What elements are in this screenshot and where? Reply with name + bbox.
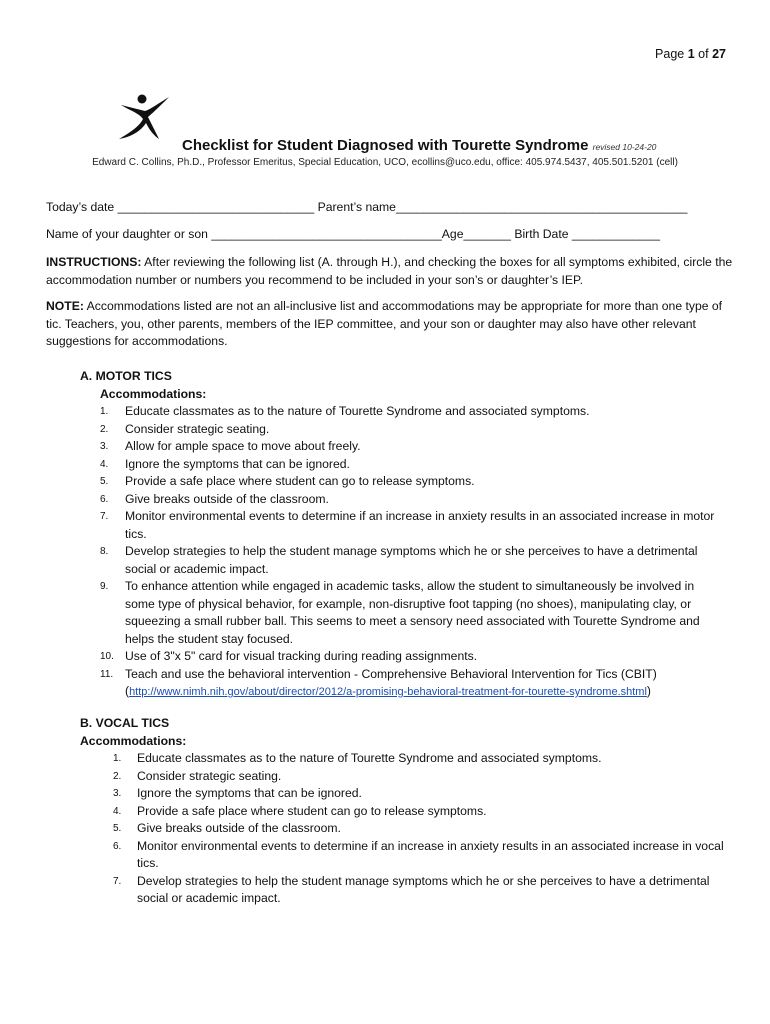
accommodation-item (80, 666, 725, 684)
accommodation-item (80, 768, 725, 786)
item-number[interactable]: 2. (100, 423, 109, 435)
item-text: Monitor environmental events to determine if an increase in anxiety results in an associated increase in motor tics. (125, 509, 715, 541)
item-text: Give breaks outside of the classroom. (125, 491, 329, 506)
item-text: Ignore the symptoms that can be ignored. (125, 456, 350, 471)
accommodation-item (80, 508, 725, 543)
item-number[interactable]: 4. (113, 805, 122, 817)
accommodation-item (80, 438, 725, 456)
document-title: Checklist for Student Diagnosed with Tourette Syndrome revised 10-24-20 (182, 137, 657, 154)
accommodation-item (80, 648, 725, 666)
item-number[interactable]: 8. (100, 546, 109, 557)
item-text: Educate classmates as to the nature of Tourette Syndrome and associated symptoms. (125, 404, 590, 418)
page-number: Page 1 of 27 (655, 47, 726, 61)
accommodation-item (80, 491, 725, 509)
accommodation-item (80, 543, 725, 578)
item-number[interactable]: 5. (113, 823, 122, 834)
accommodation-item (80, 785, 725, 803)
item-number[interactable]: 2. (113, 770, 122, 782)
item-text: Ignore the symptoms that can be ignored. (137, 786, 362, 800)
instructions: INSTRUCTIONS: After reviewing the following list (A. through H.), and checking the boxes for all symptoms exhibited, circle the accommodation number or numbers you recommend to be included in your son’s or daughter’s IEP. (46, 255, 733, 287)
accommodation-item (80, 456, 725, 474)
item-text: Monitor environmental events to determine if an increase in anxiety results in an associated increase in vocal tics. (137, 838, 724, 870)
item-text: Provide a safe place where student can go to release symptoms. (137, 803, 487, 818)
item-text: Develop strategies to help the student manage symptoms which he or she perceives to have a detrimental social or academic impact. (125, 544, 698, 576)
age-field[interactable]: _______ (463, 227, 511, 241)
item-text: Allow for ample space to move about freely. (125, 439, 361, 453)
note: NOTE: Accommodations listed are not an all-inclusive list and accommodations may be appropriate for more than one type of tic. Teachers, you, other parents, members of the IEP committee, and your son or daughter may also have other relevant suggestions for accommodations. (46, 299, 723, 348)
logo-icon (115, 93, 170, 141)
accommodations-label: Accommodations: (80, 733, 187, 748)
accommodation-item (80, 803, 725, 821)
item-text: Use of 3"x 5" card for visual tracking during reading assignments. (125, 649, 478, 663)
section-motor-tics (80, 368, 725, 702)
accommodation-item (80, 421, 725, 439)
form-row-1: Today’s date _____________________________ Parent’s name___________________________________________ (46, 200, 688, 214)
item-text: Consider strategic seating. (137, 768, 282, 783)
item-number[interactable]: 7. (113, 875, 122, 887)
item-text: Teach and use the behavioral intervention - Comprehensive Behavioral Intervention for Tics (CBIT) (125, 666, 657, 681)
item-number[interactable]: 7. (100, 511, 109, 522)
accommodation-item (80, 750, 725, 768)
section-heading: A. MOTOR TICS (80, 369, 172, 383)
parents-name-field[interactable]: ___________________________________________ (395, 200, 688, 214)
accommodation-item (80, 838, 725, 873)
item-number[interactable]: 3. (100, 441, 109, 452)
accommodations-label: Accommodations: (100, 386, 207, 401)
item-text: Give breaks outside of the classroom. (137, 821, 341, 835)
form-row-2: Name of your daughter or son __________________________________Age_______ Birth Date _____________ (46, 227, 661, 241)
todays-date-field[interactable]: _____________________________ (117, 200, 315, 214)
item-text: Develop strategies to help the student manage symptoms which he or she perceives to have a detrimental social or academic impact. (137, 873, 710, 905)
item-number[interactable]: 6. (113, 840, 122, 852)
author-line: Edward C. Collins, Ph.D., Professor Emeritus, Special Education, UCO, ecollins@uco.edu, office: 405.974.5437, 405.501.5201 (cell) (92, 157, 678, 168)
item-number[interactable]: 4. (100, 458, 109, 470)
item-text: Educate classmates as to the nature of Tourette Syndrome and associated symptoms. (137, 751, 602, 765)
item-text: Provide a safe place where student can go to release symptoms. (125, 474, 475, 488)
item-text: Consider strategic seating. (125, 421, 270, 436)
accommodation-item (80, 473, 725, 491)
accommodation-item (80, 820, 725, 838)
accommodation-item (80, 873, 725, 908)
item-number[interactable]: 11. (100, 668, 114, 680)
accommodation-item (80, 578, 725, 648)
item-number[interactable]: 5. (100, 476, 109, 487)
cbit-link-line: (http://www.nimh.nih.gov/about/director/2012/a-promising-behavioral-treatment-for-tourette-syndrome.shtml) (125, 684, 651, 698)
cbit-link[interactable]: http://www.nimh.nih.gov/about/director/2012/a-promising-behavioral-treatment-for-tourette-syndrome.shtml (129, 686, 647, 698)
section-heading: B. VOCAL TICS (80, 716, 170, 730)
item-number[interactable]: 1. (113, 753, 122, 764)
item-number[interactable]: 3. (113, 788, 122, 799)
item-number[interactable]: 9. (100, 581, 109, 592)
item-number[interactable]: 6. (100, 493, 109, 505)
item-number[interactable]: 1. (100, 406, 109, 417)
item-number[interactable]: 10. (100, 651, 114, 662)
section-vocal-tics (80, 715, 725, 908)
child-name-field[interactable]: __________________________________ (211, 227, 442, 241)
item-text: To enhance attention while engaged in academic tasks, allow the student to simultaneously be involved in some type of physical behavior, for example, non-disruptive foot tapping (no shoes), manipulating clay, or squeezing a small rubber ball. This seems to meet a sensory need associated with Tourette Syndrome and helps the student stay focused. (125, 579, 700, 646)
birth-date-field[interactable]: _____________ (571, 227, 661, 241)
accommodation-item (80, 403, 725, 421)
